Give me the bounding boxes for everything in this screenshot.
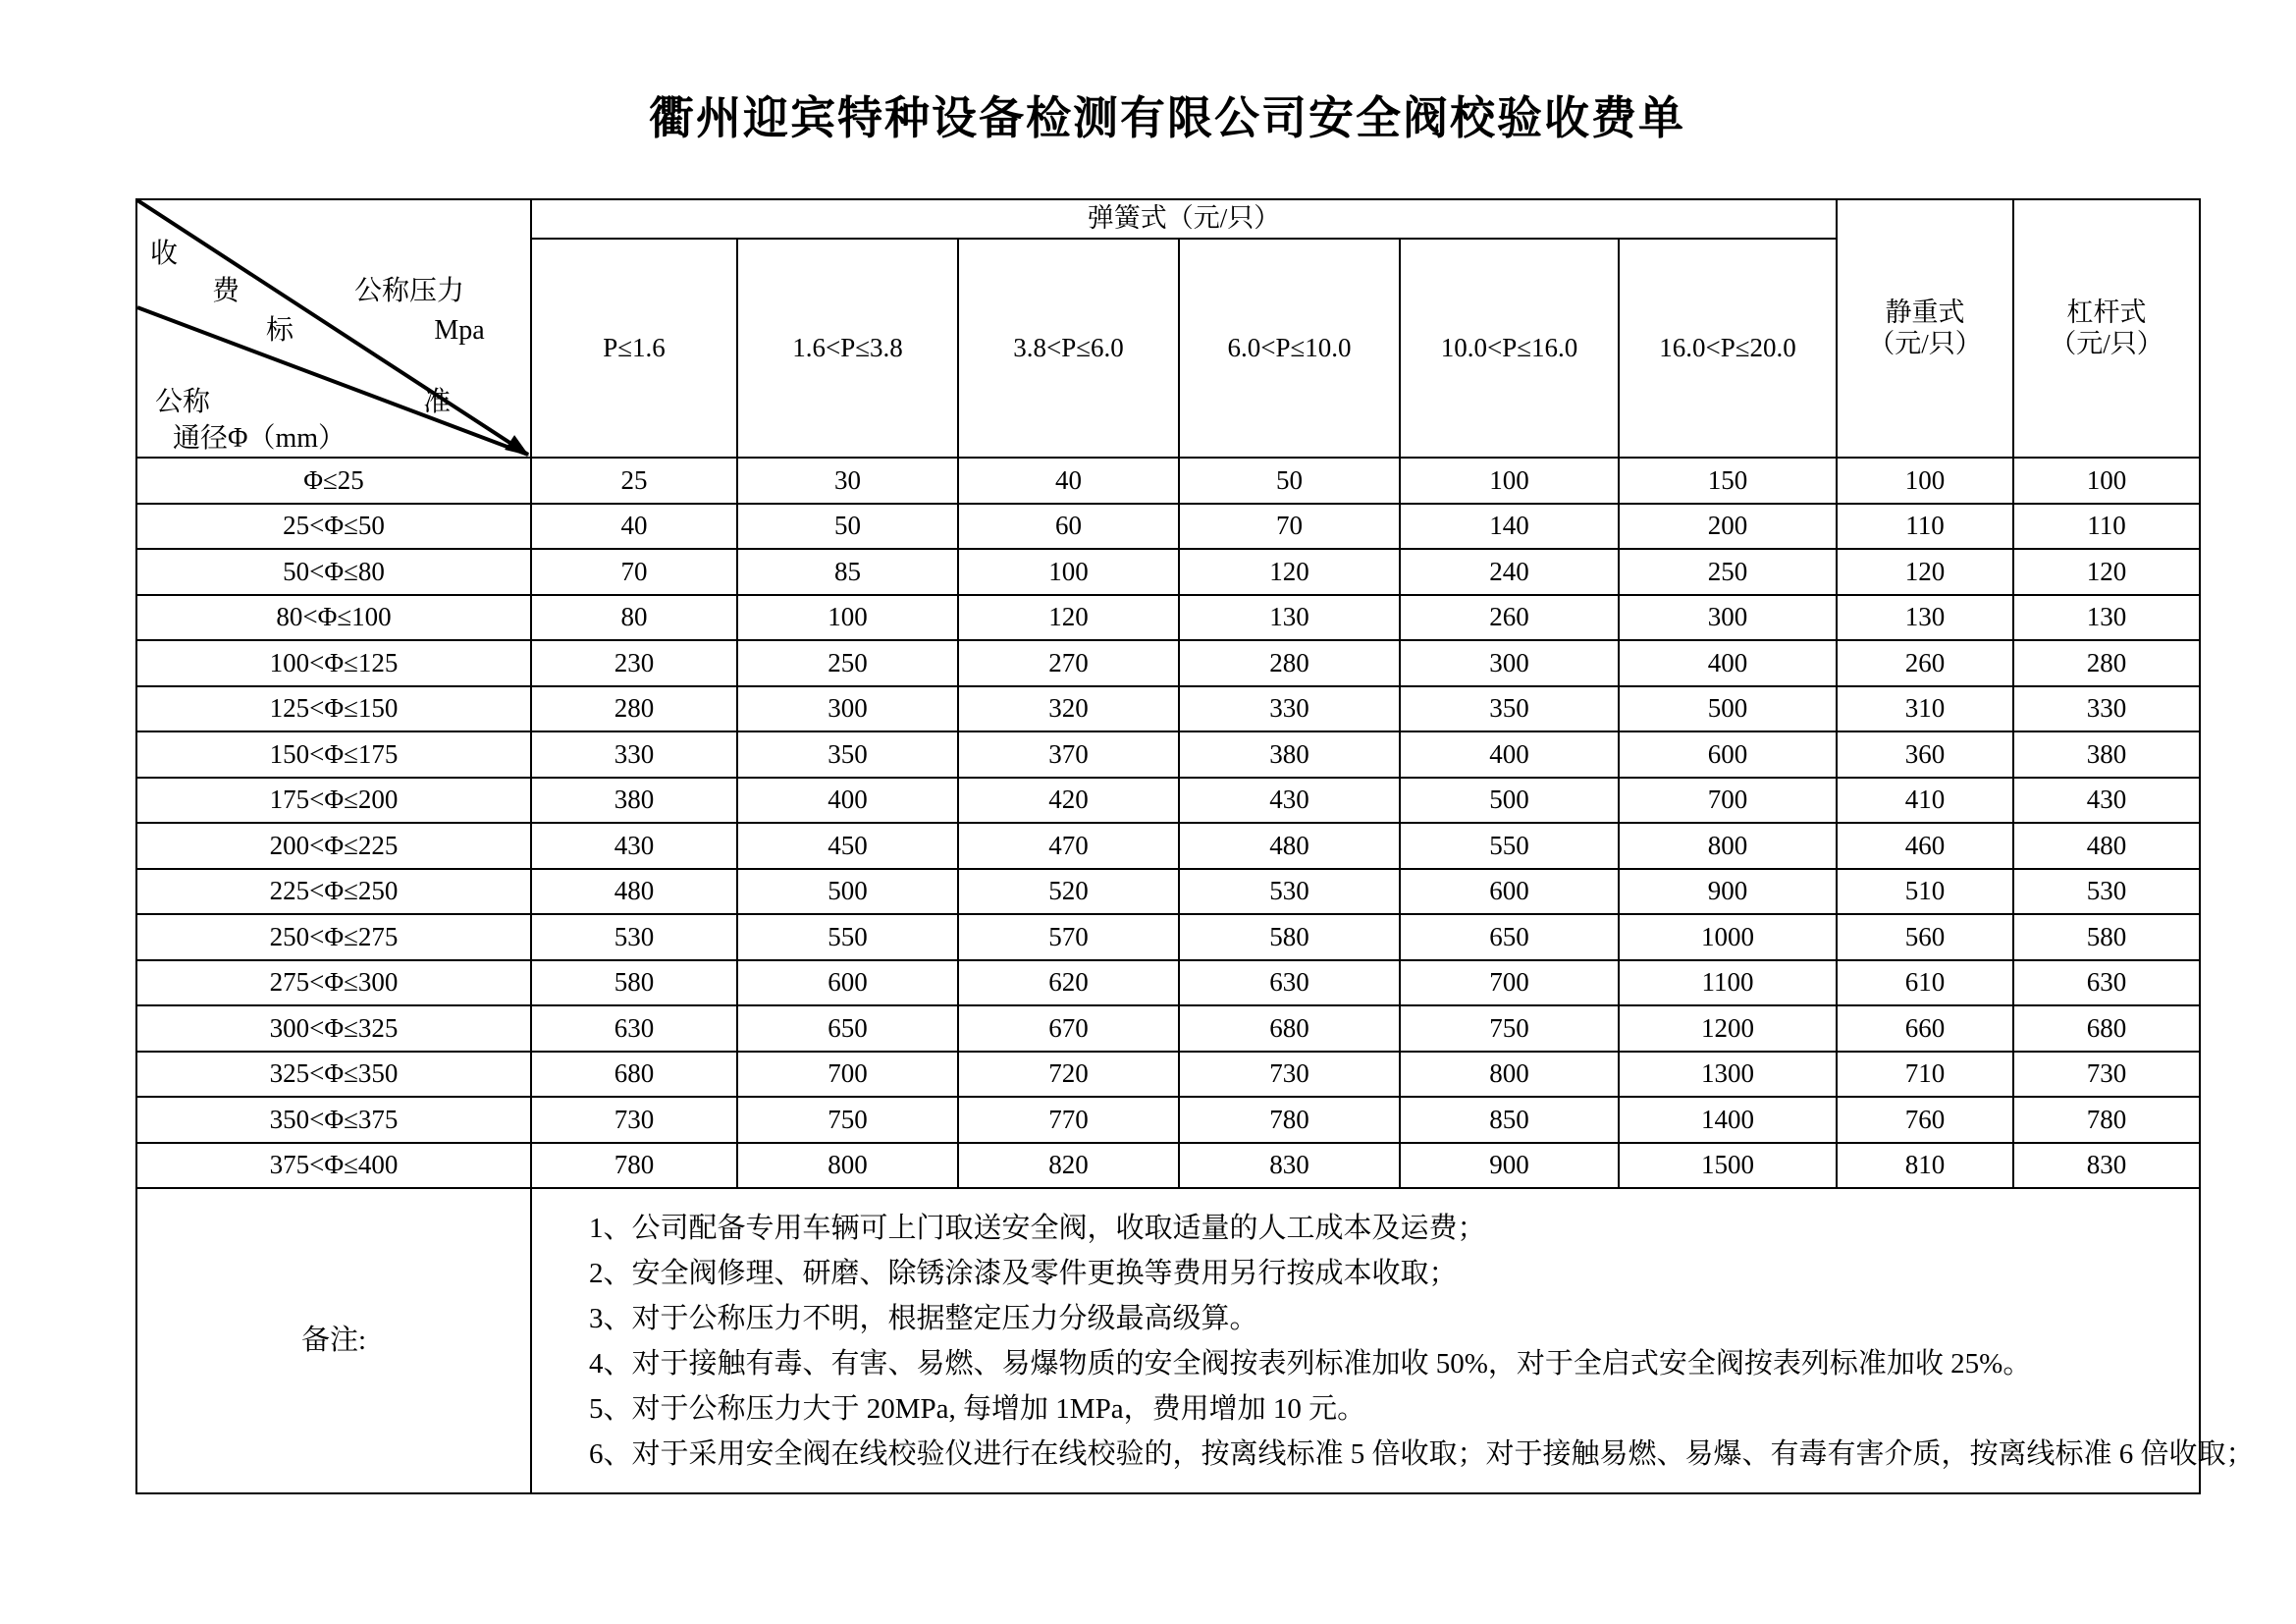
fee-value-cell: 370 [958, 731, 1179, 778]
notes-label-cell: 备注: [136, 1188, 531, 1493]
fee-value-cell: 120 [2013, 549, 2200, 595]
fee-value-cell: 430 [2013, 778, 2200, 824]
table-row [136, 595, 2200, 641]
arrowhead-icon [505, 435, 529, 456]
corner-diameter-label-2: 通径Φ（mm） [172, 422, 347, 454]
fee-value-cell: 240 [1400, 549, 1619, 595]
fee-value-cell: 80 [531, 595, 737, 641]
fee-value-cell: 780 [531, 1143, 737, 1189]
corner-fee-char: 收 [149, 238, 179, 269]
table-row [136, 640, 2200, 686]
table-row [136, 549, 2200, 595]
page-title: 衢州迎宾特种设备检测有限公司安全阀校验收费单 [649, 92, 1685, 143]
fee-value-cell: 110 [2013, 504, 2200, 550]
fee-value-cell: 150 [1619, 458, 1837, 504]
pressure-col-header: P≤1.6 [531, 239, 737, 458]
diameter-range-cell: 225<Φ≤250 [136, 869, 531, 915]
fee-value-cell: 820 [958, 1143, 1179, 1189]
table-row [136, 1005, 2200, 1052]
fee-value-cell: 260 [1837, 640, 2013, 686]
fee-value-cell: 25 [531, 458, 737, 504]
fee-value-cell: 40 [531, 504, 737, 550]
fee-value-cell: 270 [958, 640, 1179, 686]
fee-value-cell: 470 [958, 823, 1179, 869]
fee-value-cell: 330 [2013, 686, 2200, 732]
fee-value-cell: 400 [737, 778, 958, 824]
static-weight-header [1837, 199, 2013, 458]
fee-value-cell: 430 [531, 823, 737, 869]
fee-value-cell: 680 [1179, 1005, 1400, 1052]
fee-value-cell: 1200 [1619, 1005, 1837, 1052]
fee-value-cell: 50 [737, 504, 958, 550]
fee-value-cell: 420 [958, 778, 1179, 824]
fee-value-cell: 630 [531, 1005, 737, 1052]
fee-value-cell: 480 [531, 869, 737, 915]
diagonal-header-cell [136, 199, 531, 458]
fee-value-cell: 720 [958, 1052, 1179, 1098]
table-row [136, 960, 2200, 1006]
table-row [136, 731, 2200, 778]
fee-value-cell: 110 [1837, 504, 2013, 550]
fee-value-cell: 230 [531, 640, 737, 686]
corner-fee-char: 准 [422, 386, 452, 417]
fee-value-cell: 410 [1837, 778, 2013, 824]
table-row [136, 504, 2200, 550]
fee-value-cell: 130 [1837, 595, 2013, 641]
fee-value-cell: 260 [1400, 595, 1619, 641]
notes-cell [531, 1188, 2255, 1493]
fee-value-cell: 130 [2013, 595, 2200, 641]
fee-value-cell: 360 [1837, 731, 2013, 778]
fee-value-cell: 380 [1179, 731, 1400, 778]
fee-value-cell: 800 [1400, 1052, 1619, 1098]
fee-value-cell: 550 [737, 914, 958, 960]
static-weight-header-line1: 静重式 [1885, 298, 1965, 328]
fee-value-cell: 570 [958, 914, 1179, 960]
fee-value-cell: 700 [737, 1052, 958, 1098]
fee-table [135, 198, 2255, 1494]
fee-value-cell: 600 [1619, 731, 1837, 778]
fee-value-cell: 100 [958, 549, 1179, 595]
fee-table-body [136, 458, 2200, 1188]
fee-value-cell: 680 [2013, 1005, 2200, 1052]
table-row [136, 914, 2200, 960]
pressure-col-header: 6.0<P≤10.0 [1179, 239, 1400, 458]
fee-value-cell: 40 [958, 458, 1179, 504]
fee-value-cell: 200 [1619, 504, 1837, 550]
fee-value-cell: 900 [1619, 869, 1837, 915]
fee-value-cell: 530 [2013, 869, 2200, 915]
fee-value-cell: 750 [1400, 1005, 1619, 1052]
diameter-range-cell: 150<Φ≤175 [136, 731, 531, 778]
fee-value-cell: 730 [2013, 1052, 2200, 1098]
note-line: 3、对于公称压力不明，根据整定压力分级最高级算。 [589, 1302, 1258, 1334]
pressure-col-header: 3.8<P≤6.0 [958, 239, 1179, 458]
fee-value-cell: 510 [1837, 869, 2013, 915]
fee-value-cell: 400 [1619, 640, 1837, 686]
corner-pressure-label: 公称压力 [353, 275, 465, 306]
diameter-range-cell: 25<Φ≤50 [136, 504, 531, 550]
fee-value-cell: 810 [1837, 1143, 2013, 1189]
fee-value-cell: 450 [737, 823, 958, 869]
fee-value-cell: 430 [1179, 778, 1400, 824]
pressure-col-header: 1.6<P≤3.8 [737, 239, 958, 458]
header-row-1 [136, 199, 2200, 239]
fee-value-cell: 70 [1179, 504, 1400, 550]
fee-value-cell: 1400 [1619, 1097, 1837, 1143]
fee-value-cell: 50 [1179, 458, 1400, 504]
fee-value-cell: 250 [737, 640, 958, 686]
fee-value-cell: 580 [1179, 914, 1400, 960]
table-row [136, 1097, 2200, 1143]
fee-value-cell: 630 [2013, 960, 2200, 1006]
fee-value-cell: 1300 [1619, 1052, 1837, 1098]
fee-value-cell: 350 [1400, 686, 1619, 732]
corner-pressure-unit: Mpa [434, 314, 485, 346]
fee-value-cell: 330 [1179, 686, 1400, 732]
fee-value-cell: 400 [1400, 731, 1619, 778]
fee-value-cell: 650 [737, 1005, 958, 1052]
table-row [136, 869, 2200, 915]
table-row [136, 778, 2200, 824]
fee-value-cell: 85 [737, 549, 958, 595]
fee-value-cell: 120 [958, 595, 1179, 641]
note-line: 1、公司配备专用车辆可上门取送安全阀，收取适量的人工成本及运费； [589, 1212, 1486, 1244]
note-line: 6、对于采用安全阀在线校验仪进行在线校验的，按离线标准 5 倍收取；对于接触易燃、易爆、有毒有害介质，按离线标准 6 倍收取； [589, 1437, 2255, 1470]
diameter-range-cell: 50<Φ≤80 [136, 549, 531, 595]
table-row [136, 1143, 2200, 1189]
fee-value-cell: 500 [737, 869, 958, 915]
fee-value-cell: 350 [737, 731, 958, 778]
fee-value-cell: 580 [531, 960, 737, 1006]
fee-value-cell: 700 [1619, 778, 1837, 824]
fee-value-cell: 600 [737, 960, 958, 1006]
fee-value-cell: 780 [1179, 1097, 1400, 1143]
fee-value-cell: 320 [958, 686, 1179, 732]
pressure-col-header: 16.0<P≤20.0 [1619, 239, 1837, 458]
fee-value-cell: 280 [531, 686, 737, 732]
spring-type-group-header: 弹簧式（元/只） [531, 199, 1837, 239]
diameter-range-cell: 125<Φ≤150 [136, 686, 531, 732]
notes-list [532, 1192, 2255, 1490]
diameter-range-cell: 350<Φ≤375 [136, 1097, 531, 1143]
diameter-range-cell: 80<Φ≤100 [136, 595, 531, 641]
diameter-range-cell: 375<Φ≤400 [136, 1143, 531, 1189]
diameter-range-cell: 300<Φ≤325 [136, 1005, 531, 1052]
fee-value-cell: 550 [1400, 823, 1619, 869]
fee-value-cell: 1000 [1619, 914, 1837, 960]
diameter-range-cell: 175<Φ≤200 [136, 778, 531, 824]
fee-value-cell: 100 [2013, 458, 2200, 504]
table-row [136, 1052, 2200, 1098]
fee-value-cell: 330 [531, 731, 737, 778]
note-line: 5、对于公称压力大于 20MPa, 每增加 1MPa，费用增加 10 元。 [589, 1392, 1366, 1425]
fee-value-cell: 630 [1179, 960, 1400, 1006]
fee-value-cell: 280 [2013, 640, 2200, 686]
fee-value-cell: 30 [737, 458, 958, 504]
fee-value-cell: 730 [531, 1097, 737, 1143]
fee-value-cell: 620 [958, 960, 1179, 1006]
fee-value-cell: 1100 [1619, 960, 1837, 1006]
diameter-range-cell: 100<Φ≤125 [136, 640, 531, 686]
pressure-col-header: 10.0<P≤16.0 [1400, 239, 1619, 458]
fee-value-cell: 500 [1400, 778, 1619, 824]
fee-value-cell: 530 [531, 914, 737, 960]
corner-fee-char: 费 [211, 275, 240, 306]
fee-value-cell: 900 [1400, 1143, 1619, 1189]
corner-diameter-label-1: 公称 [154, 386, 211, 417]
fee-value-cell: 770 [958, 1097, 1179, 1143]
fee-value-cell: 850 [1400, 1097, 1619, 1143]
static-weight-header-line2: （元/只） [1868, 328, 1982, 358]
fee-value-cell: 1500 [1619, 1143, 1837, 1189]
table-row [136, 458, 2200, 504]
fee-value-cell: 480 [1179, 823, 1400, 869]
fee-value-cell: 100 [1837, 458, 2013, 504]
diameter-range-cell: Φ≤25 [136, 458, 531, 504]
fee-value-cell: 520 [958, 869, 1179, 915]
fee-value-cell: 760 [1837, 1097, 2013, 1143]
fee-value-cell: 70 [531, 549, 737, 595]
fee-value-cell: 500 [1619, 686, 1837, 732]
fee-value-cell: 530 [1179, 869, 1400, 915]
fee-value-cell: 120 [1179, 549, 1400, 595]
fee-value-cell: 750 [737, 1097, 958, 1143]
fee-value-cell: 710 [1837, 1052, 2013, 1098]
diameter-range-cell: 275<Φ≤300 [136, 960, 531, 1006]
note-line: 4、对于接触有毒、有害、易燃、易爆物质的安全阀按表列标准加收 50%，对于全启式安全阀按表列标准加收 25%。 [589, 1347, 2032, 1380]
lever-header [2013, 199, 2200, 458]
fee-value-cell: 560 [1837, 914, 2013, 960]
fee-value-cell: 300 [737, 686, 958, 732]
fee-value-cell: 280 [1179, 640, 1400, 686]
lever-header-line2: （元/只） [2050, 328, 2163, 358]
fee-value-cell: 730 [1179, 1052, 1400, 1098]
fee-value-cell: 800 [737, 1143, 958, 1189]
fee-value-cell: 580 [2013, 914, 2200, 960]
fee-value-cell: 480 [2013, 823, 2200, 869]
diameter-range-cell: 250<Φ≤275 [136, 914, 531, 960]
fee-value-cell: 650 [1400, 914, 1619, 960]
fee-value-cell: 800 [1619, 823, 1837, 869]
fee-value-cell: 140 [1400, 504, 1619, 550]
fee-value-cell: 670 [958, 1005, 1179, 1052]
fee-value-cell: 380 [2013, 731, 2200, 778]
notes-row [136, 1188, 2200, 1493]
fee-value-cell: 830 [2013, 1143, 2200, 1189]
table-row [136, 686, 2200, 732]
fee-value-cell: 100 [1400, 458, 1619, 504]
fee-value-cell: 250 [1619, 549, 1837, 595]
lever-header-line1: 杠杆式 [2066, 298, 2147, 328]
fee-value-cell: 60 [958, 504, 1179, 550]
fee-value-cell: 700 [1400, 960, 1619, 1006]
fee-value-cell: 300 [1619, 595, 1837, 641]
fee-value-cell: 780 [2013, 1097, 2200, 1143]
fee-value-cell: 300 [1400, 640, 1619, 686]
fee-value-cell: 380 [531, 778, 737, 824]
fee-value-cell: 120 [1837, 549, 2013, 595]
fee-value-cell: 610 [1837, 960, 2013, 1006]
note-line: 2、安全阀修理、研磨、除锈涂漆及零件更换等费用另行按成本收取； [589, 1257, 1458, 1289]
corner-fee-char: 标 [265, 314, 294, 346]
table-row [136, 823, 2200, 869]
fee-value-cell: 310 [1837, 686, 2013, 732]
fee-value-cell: 660 [1837, 1005, 2013, 1052]
fee-value-cell: 100 [737, 595, 958, 641]
fee-value-cell: 130 [1179, 595, 1400, 641]
diameter-range-cell: 200<Φ≤225 [136, 823, 531, 869]
fee-value-cell: 830 [1179, 1143, 1400, 1189]
fee-value-cell: 460 [1837, 823, 2013, 869]
diameter-range-cell: 325<Φ≤350 [136, 1052, 531, 1098]
fee-value-cell: 680 [531, 1052, 737, 1098]
fee-value-cell: 600 [1400, 869, 1619, 915]
